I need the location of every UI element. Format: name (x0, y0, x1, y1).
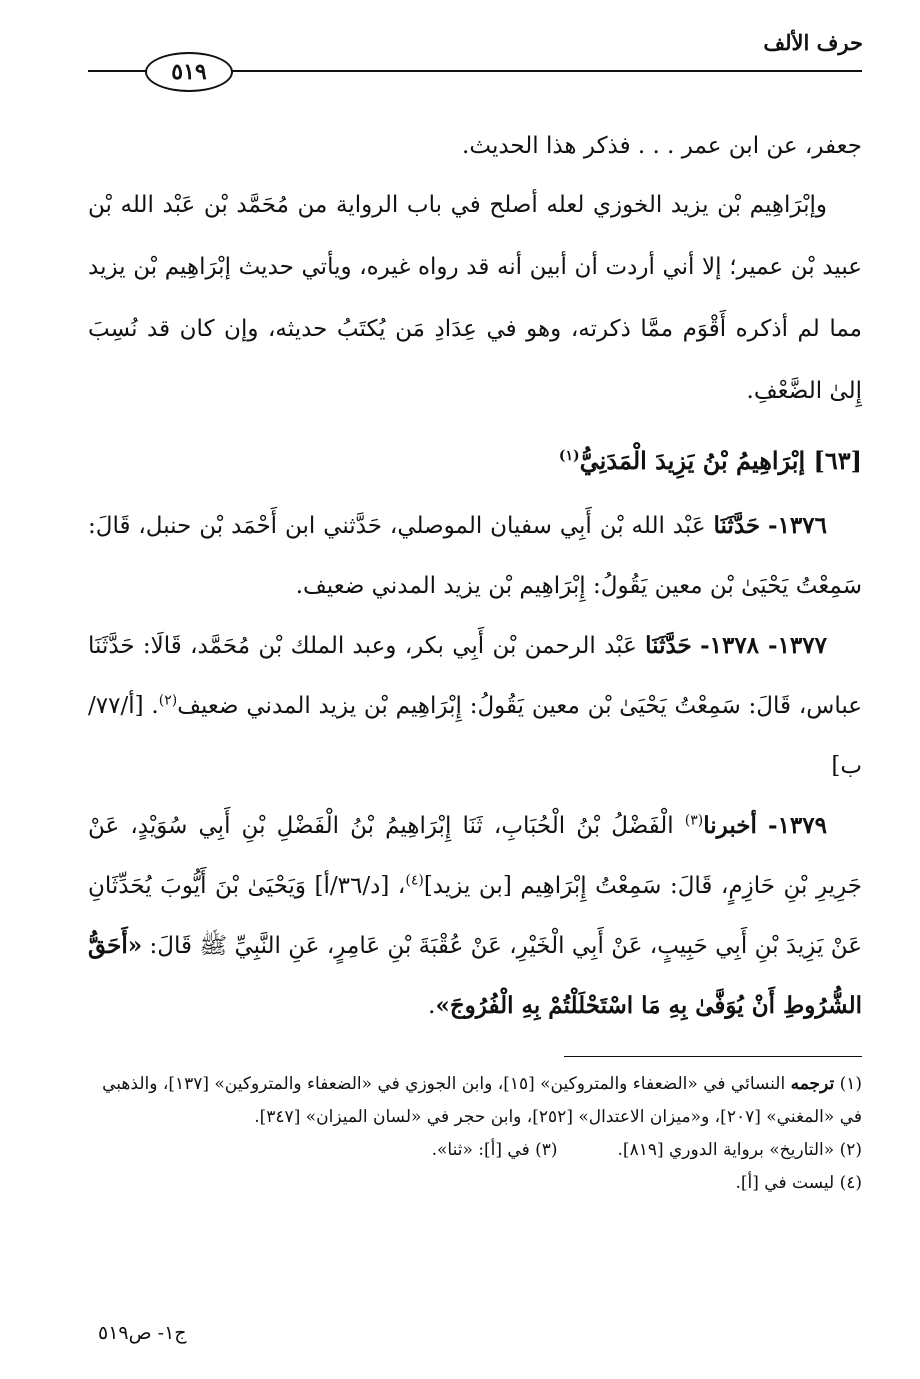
hadith-text: عَبْد الله بْن أَبِي سفيان الموصلي، حَدَّثني ابن أَحْمَد بْن حنبل، قَالَ: سَمِعْتُ يَحْيَىٰ بْن معين يَقُولُ: إِبْرَاهِيم بْن يزيد المدني ضعيف. (88, 513, 862, 599)
hadith-number: ١٣٧٧- ١٣٧٨- (700, 632, 827, 659)
volume-page-marker: ج١- ص٥١٩ (98, 1322, 187, 1344)
page-number: ٥١٩ (171, 59, 207, 85)
paragraph-1: جعفر، عن ابن عمر . . . فذكر هذا الحديث. (462, 133, 862, 159)
footnote-number: (١) (839, 1074, 862, 1094)
footnote-ref-3: (٣) (684, 812, 704, 829)
hadith-text-a: الْفَضْلُ بْنُ الْحُبَابِ، ثَنَا إِبْرَاهِيمُ بْنُ الْفَضْلِ بْنِ أَبِي سُوَيْدٍ، عَنْ جَرِيرِ بْنِ حَازِمٍ، قَالَ: سَمِعْتُ إِبْرَاهِيم [بن يزيد] (88, 813, 862, 899)
footnote-ref-2: (٢) (158, 692, 178, 709)
entry-name: إبْرَاهِيمُ بْنُ يَزِيدَ الْمَدَنِيُّ (579, 446, 806, 475)
footnote-separator (564, 1056, 862, 1057)
hadith-keyword: حَدَّثَنَا (713, 512, 761, 539)
footnotes (88, 1068, 862, 1200)
hadith-number: ١٣٧٩- (768, 812, 827, 839)
footnote-1 (88, 1068, 862, 1134)
footnote-row (88, 1134, 862, 1167)
hadith-text-b: ، [د/٣٦/أ] وَيَحْيَىٰ بْنَ أَيُّوبَ يُحَدِّثَانِ عَنْ يَزِيدَ بْنِ أَبِي حَبِيبٍ، عَنْ أَبِي الْخَيْرِ، عَنْ عُقْبَةَ بْنِ عَامِرٍ، عَنِ النَّبِيِّ ﷺ قَالَ: (88, 873, 862, 959)
footnote-3: (٣) في [أ]: «ثنا». (431, 1140, 558, 1160)
footnote-2: (٢) «التاريخ» برواية الدوري [٨١٩]. (617, 1140, 862, 1160)
main-text (88, 118, 862, 1036)
hadith-1376 (88, 496, 862, 616)
hadith-1379 (88, 796, 862, 1036)
page-number-badge (145, 52, 233, 92)
entry-heading (88, 434, 862, 488)
footnote-text: النسائي في «الضعفاء والمتروكين» [١٥]، وابن الجوزي في «الضعفاء والمتروكين» [١٣٧]، والذهبي في «المغني» [٢٠٧]، و«ميزان الاعتدال» [٢٥٢]، وابن حجر في «لسان الميزان» [٣٤٧]. (102, 1074, 862, 1127)
paragraph-2: وإبْرَاهِيم بْن يزيد الخوزي لعله أصلح في باب الرواية من مُحَمَّد بْن عَبْد الله بْن عبيد بْن عمير؛ إلا أني أردت أن أبين أنه قد رواه غيره، ويأتي حديث إبْرَاهِيم بْن يزيد مما لم أذكره أَقْوَم ممَّا ذكرته، وهو في عِدَادِ مَن يُكتَبُ حديثه، وإن كان قد نُسِبَ إِلىٰ الضَّعْفِ. (88, 192, 862, 404)
hadith-end: . (428, 993, 436, 1019)
footnote-ref-1: (١) (558, 448, 580, 464)
entry-number: [٦٣] (813, 446, 862, 475)
hadith-keyword: حَدَّثَنَا (645, 632, 692, 659)
manuscript-ref: . [أ/٧٧/ب] (88, 693, 862, 779)
footnote-4: (٤) ليست في [أ]. (735, 1173, 862, 1193)
prophetic-quote: «أَحَقُّ الشُّرُوطِ أَنْ يُوَفَّىٰ بِهِ مَا اسْتَحْلَلْتُمْ بِهِ الْفُرُوجَ» (88, 932, 862, 1019)
footnote-ref-4: (٤) (405, 872, 424, 889)
hadith-1377 (88, 616, 862, 796)
hadith-keyword: أخبرنا (703, 812, 757, 839)
section-title: حرف الألف (763, 30, 863, 55)
hadith-number: ١٣٧٦- (768, 512, 827, 539)
hadith-text: عَبْد الرحمن بْن أَبِي بكر، وعبد الملك بْن مُحَمَّد، قَالَا: حَدَّثَنَا عباس، قَالَ: سَمِعْتُ يَحْيَىٰ بْن معين يَقُولُ: إِبْرَاهِيم بْن يزيد المدني ضعيف (88, 633, 862, 719)
footnote-keyword: ترجمه (790, 1074, 835, 1094)
